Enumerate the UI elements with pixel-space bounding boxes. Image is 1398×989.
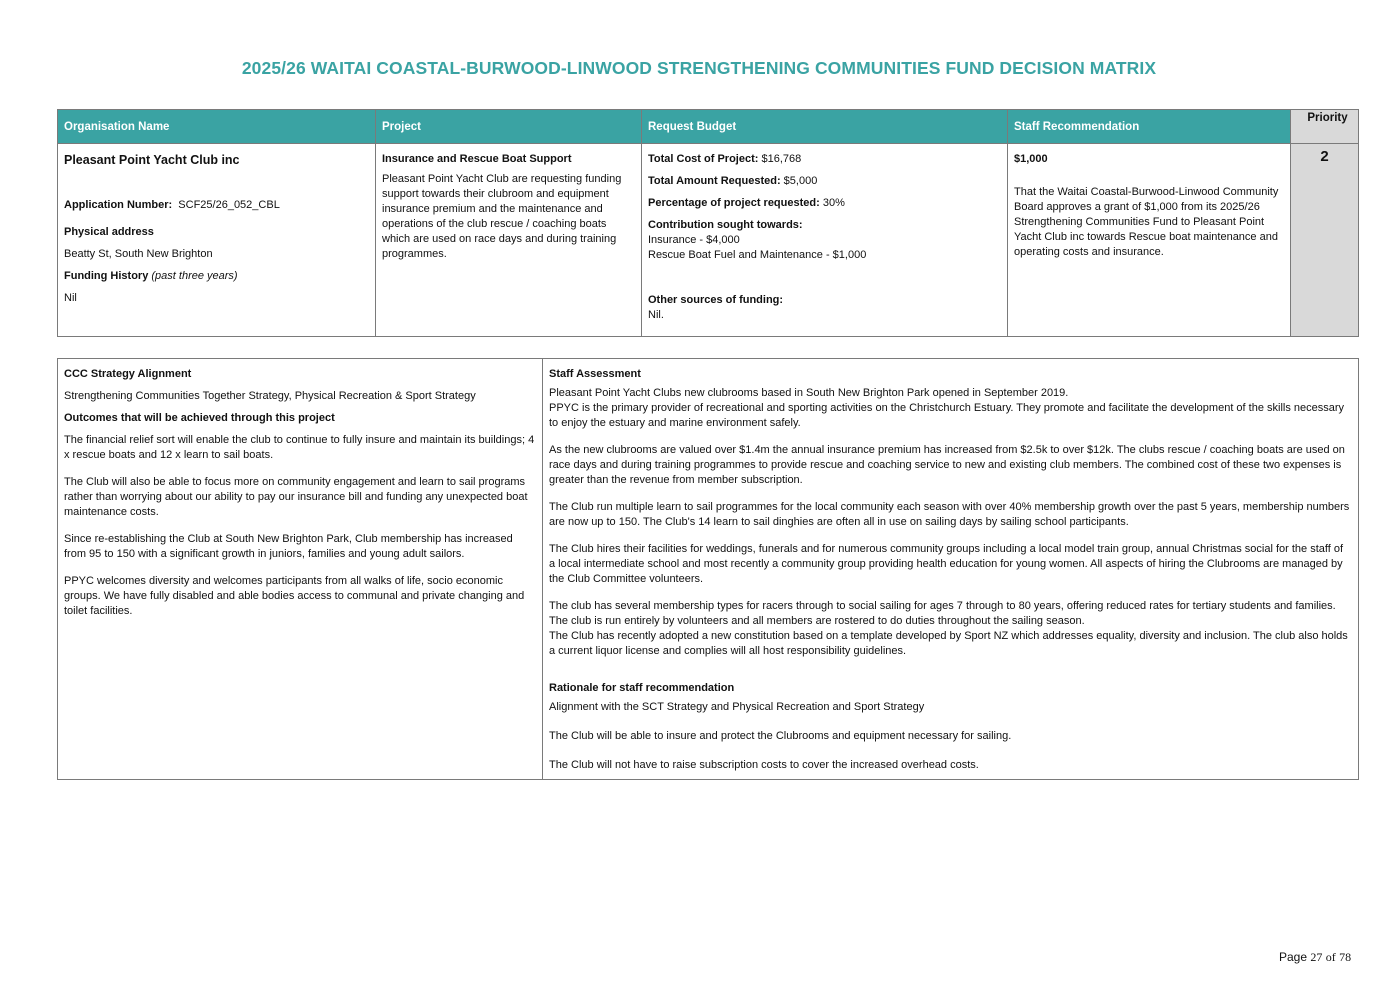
percentage-label: Percentage of project requested: <box>648 197 820 209</box>
assessment-heading: Staff Assessment <box>549 368 641 380</box>
percentage-value: 30% <box>822 197 845 209</box>
priority-cell <box>1291 144 1359 337</box>
page-total: 78 <box>1339 950 1352 964</box>
physical-address: Beatty St, South New Brighton <box>64 248 213 260</box>
header-recommendation: Staff Recommendation <box>1008 110 1291 144</box>
other-funding-value: Nil. <box>648 309 664 321</box>
total-requested-value: $5,000 <box>783 175 818 187</box>
page-word: Page <box>1279 950 1308 964</box>
outcome-paragraph: The financial relief sort will enable the club to continue to fully insure and maintain its buildings; 4 x rescue boats and 12 x learn to sail boats. <box>64 434 535 461</box>
assessment-paragraph: PPYC is the primary provider of recreational and sporting activities on the Christchurch Estuary. They promote and facilitate the development of the skills necessary to enjoy the estuary and marine environment safely. <box>549 402 1345 429</box>
table-row <box>58 144 1359 337</box>
address-label: Physical address <box>64 226 154 238</box>
assessment-paragraph: The Club hires their facilities for weddings, funerals and for numerous community groups including a local model train group, annual Christmas social for the staff of a local intermediate school and most recently a community group providing health education for young women. All aspects of hiring the Clubrooms are managed by the Club Committee volunteers. <box>549 543 1344 585</box>
header-organisation: Organisation Name <box>58 110 376 144</box>
header-project: Project <box>376 110 642 144</box>
funding-history-label: Funding History <box>64 270 149 282</box>
funding-history-value: Nil <box>64 292 77 304</box>
assessment-paragraph: As the new clubrooms are valued over $1.4m the annual insurance premium has increased from $2.5k to over $12k. The clubs rescue / coaching boats are used on race days and during training programmes to provide rescue and coaching service to new and existing club members. The combined cost of these two expenses is greater than the revenue from member subscription. <box>549 444 1345 486</box>
organisation-name: Pleasant Point Yacht Club inc <box>64 153 240 167</box>
rationale-heading: Rationale for staff recommendation <box>549 682 735 694</box>
application-label: Application Number: <box>64 199 173 211</box>
page-of: of <box>1325 950 1336 964</box>
page-number <box>1279 950 1351 965</box>
rationale-item: Alignment with the SCT Strategy and Physical Recreation and Sport Strategy <box>549 701 925 713</box>
table-row <box>58 359 1359 780</box>
contribution-label: Contribution sought towards: <box>648 219 803 231</box>
outcome-paragraph: PPYC welcomes diversity and welcomes participants from all walks of life, socio economic groups. We have fully disabled and able bodies access to communal and private changing and toilet facilities. <box>64 575 525 617</box>
assessment-paragraph: Pleasant Point Yacht Clubs new clubrooms based in South New Brighton Park opened in September 2019. <box>549 387 1069 399</box>
assessment-paragraph: The Club has recently adopted a new constitution based on a template developed by Sport NZ which addresses equality, diversity and inclusion. The club also holds a current liquor license and complies will all host responsibility guidelines. <box>549 630 1348 657</box>
header-budget: Request Budget <box>642 110 1008 144</box>
contribution-item: Insurance - $4,000 <box>648 234 740 246</box>
outcome-paragraph: The Club will also be able to focus more on community engagement and learn to sail programs rather than worrying about our ability to pay our insurance bill and funding any unexpected boat maintenance costs. <box>64 476 528 518</box>
outcomes-heading: Outcomes that will be achieved through this project <box>64 412 335 424</box>
header-priority: Priority <box>1291 110 1359 144</box>
header-row <box>58 110 1359 144</box>
funding-history-sub: (past three years) <box>151 270 238 282</box>
rationale-item: The Club will not have to raise subscription costs to cover the increased overhead costs. <box>549 759 979 771</box>
outcome-paragraph: Since re-establishing the Club at South New Brighton Park, Club membership has increased from 95 to 150 with a significant growth in juniors, families and young adult sailors. <box>64 533 513 560</box>
application-number: SCF25/26_052_CBL <box>178 199 280 211</box>
recommended-amount: $1,000 <box>1014 153 1048 165</box>
assessment-paragraph: The Club run multiple learn to sail programmes for the local community each season with over 40% membership growth over the past 5 years, membership numbers are now up to 150. The Club's 14 learn to sail dinghies are often all in use on sailing days by sailing school participants. <box>549 501 1350 528</box>
assessment-paragraph: The club has several membership types for racers through to social sailing for ages 7 through to 80 years, offering reduced rates for tertiary students and families. The club is run entirely by volunteers and all members are rostered to do duties throughout the sailing season. <box>549 600 1336 627</box>
project-description: Pleasant Point Yacht Club are requesting funding support towards their clubroom and equipment insurance premium and the maintenance and operations of the club rescue / coaching boats which are used on race days and during training programmes. <box>382 173 622 260</box>
total-requested-label: Total Amount Requested: <box>648 175 781 187</box>
recommendation-text: That the Waitai Coastal-Burwood-Linwood Community Board approves a grant of $1,000 from its 2025/26 Strengthening Communities Fund to Pleasant Point Yacht Club inc towards Rescue boat maintenance and operating costs and insurance. <box>1014 186 1279 258</box>
total-cost-label: Total Cost of Project: <box>648 153 759 165</box>
alignment-heading: CCC Strategy Alignment <box>64 368 192 380</box>
staff-assessment-cell <box>543 359 1359 780</box>
project-title: Insurance and Rescue Boat Support <box>382 153 572 165</box>
other-funding-label: Other sources of funding: <box>648 294 784 306</box>
strategy-text: Strengthening Communities Together Strategy, Physical Recreation & Sport Strategy <box>64 390 476 402</box>
decision-matrix-table <box>57 109 1359 337</box>
budget-cell <box>642 144 1008 337</box>
assessment-table <box>57 358 1359 780</box>
page-title: 2025/26 WAITAI COASTAL-BURWOOD-LINWOOD STRENGTHENING COMMUNITIES FUND DECISION MATRIX <box>241 58 1157 78</box>
project-cell <box>376 144 642 337</box>
rationale-item: The Club will be able to insure and protect the Clubrooms and equipment necessary for sailing. <box>549 730 1012 742</box>
page-current: 27 <box>1310 950 1323 964</box>
contribution-item: Rescue Boat Fuel and Maintenance - $1,000 <box>648 249 867 261</box>
priority-value: 2 <box>1320 148 1329 165</box>
alignment-cell <box>58 359 543 780</box>
organisation-cell <box>58 144 376 337</box>
recommendation-cell <box>1008 144 1291 337</box>
total-cost-value: $16,768 <box>761 153 802 165</box>
